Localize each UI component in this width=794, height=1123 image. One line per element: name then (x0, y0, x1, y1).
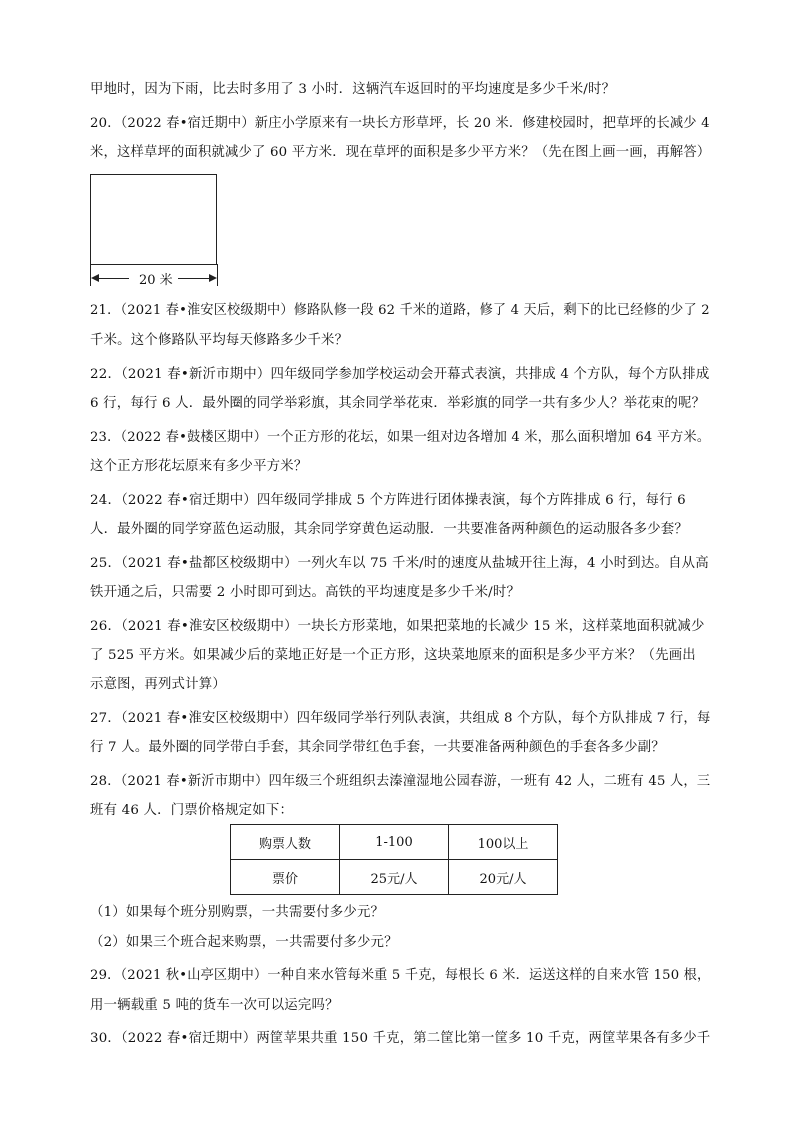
problem-20-line-1: 20．（2022 春•宿迁期中）新庄小学原来有一块长方形草坪，长 20 米．修建校园时，把草坪的长减少 4 (90, 116, 710, 131)
length-dimension (90, 264, 218, 286)
problem-29-line-2: 用一辆载重 5 吨的货车一次可以运完吗？ (90, 998, 339, 1013)
table-cell: 100以上 (449, 825, 558, 860)
lawn-rectangle-figure (90, 174, 217, 265)
table-cell: 票价 (231, 860, 340, 895)
problem-28-question-2: （2）如果三个班合起来购票，一共需要付多少元？ (90, 935, 398, 950)
table-cell: 1-100 (340, 825, 449, 860)
problem-27-line-1: 27．（2021 春•淮安区校级期中）四年级同学举行列队表演，共组成 8 个方队，每个方队排成 7 行，每 (90, 711, 711, 726)
problem-23-line-1: 23．（2022 春•鼓楼区期中）一个正方形的花坛，如果一组对边各增加 4 米，那么面积增加 64 平方米。 (90, 430, 711, 445)
problem-20-line-2: 米，这样草坪的面积就减少了 60 平方米．现在草坪的面积是多少平方米？（先在图上画一画，再解答） (90, 145, 711, 160)
text-line: 甲地时，因为下雨，比去时多用了 3 小时．这辆汽车返回时的平均速度是多少千米/时？ (90, 82, 616, 97)
problem-24-line-1: 24．（2022 春•宿迁期中）四年级同学排成 5 个方阵进行团体操表演，每个方阵排成 6 行，每行 6 (90, 493, 686, 508)
problem-28-line-1: 28．（2021 春•新沂市期中）四年级三个班组织去溱潼湿地公园春游，一班有 42 人，二班有 45 人，三 (90, 774, 711, 789)
problem-27-line-2: 行 7 人。最外圈的同学带白手套，其余同学带红色手套，一共要准备两种颜色的手套各多少副？ (90, 740, 665, 755)
problem-25-line-1: 25．（2021 春•盐都区校级期中）一列火车以 75 千米/时的速度从盐城开往上海，4 小时到达。自从高 (90, 556, 709, 571)
problem-28-line-2: 班有 46 人．门票价格规定如下： (90, 803, 294, 818)
table-cell: 25元/人 (340, 860, 449, 895)
problem-23-line-2: 这个正方形花坛原来有多少平方米？ (90, 459, 308, 474)
problem-26-line-1: 26．（2021 春•淮安区校级期中）一块长方形菜地，如果把菜地的长减少 15 米，这样菜地面积就减少 (90, 619, 705, 634)
problem-21-line-2: 千米。这个修路队平均每天修路多少千米？ (90, 333, 349, 348)
problem-26-line-2: 了 525 平方米。如果减少后的菜地正好是一个正方形，这块菜地原来的面积是多少平方米？（先画出 (90, 648, 696, 663)
table-cell: 购票人数 (231, 825, 340, 860)
problem-30-line-1: 30．（2022 春•宿迁期中）两筐苹果共重 150 千克，第二筐比第一筐多 10 千克，两筐苹果各有多少千 (90, 1031, 711, 1046)
ticket-price-table (230, 824, 558, 895)
problem-24-line-2: 人．最外圈的同学穿蓝色运动服，其余同学穿黄色运动服．一共要准备两种颜色的运动服各多少套？ (90, 522, 688, 537)
dimension-tick-right (217, 264, 218, 286)
problem-29-line-1: 29．（2021 秋•山亭区期中）一种自来水管每米重 5 千克，每根长 6 米．运送这样的自来水管 150 根， (90, 968, 711, 983)
problem-21-line-1: 21．（2021 春•淮安区校级期中）修路队修一段 62 千米的道路，修了 4 天后，剩下的比已经修的少了 2 (90, 303, 710, 318)
arrow-left-icon (91, 274, 99, 282)
problem-28-question-1: （1）如果每个班分别购票，一共需要付多少元？ (90, 905, 385, 920)
dimension-label: 20 米 (137, 269, 175, 288)
table-row (231, 860, 558, 895)
arrow-right-icon (209, 274, 217, 282)
problem-22-line-2: 6 行，每行 6 人．最外圈的同学举彩旗，其余同学举花束．举彩旗的同学一共有多少人？举花束的呢？ (90, 396, 706, 411)
problem-25-line-2: 铁开通之后，只需要 2 小时即可到达。高铁的平均速度是多少千米/时？ (90, 585, 521, 600)
problem-26-line-3: 示意图，再列式计算） (90, 677, 226, 692)
table-row (231, 825, 558, 860)
table-cell: 20元/人 (449, 860, 558, 895)
problem-22-line-1: 22．（2021 春•新沂市期中）四年级同学参加学校运动会开幕式表演，共排成 4 个方队，每个方队排成 (90, 367, 710, 382)
